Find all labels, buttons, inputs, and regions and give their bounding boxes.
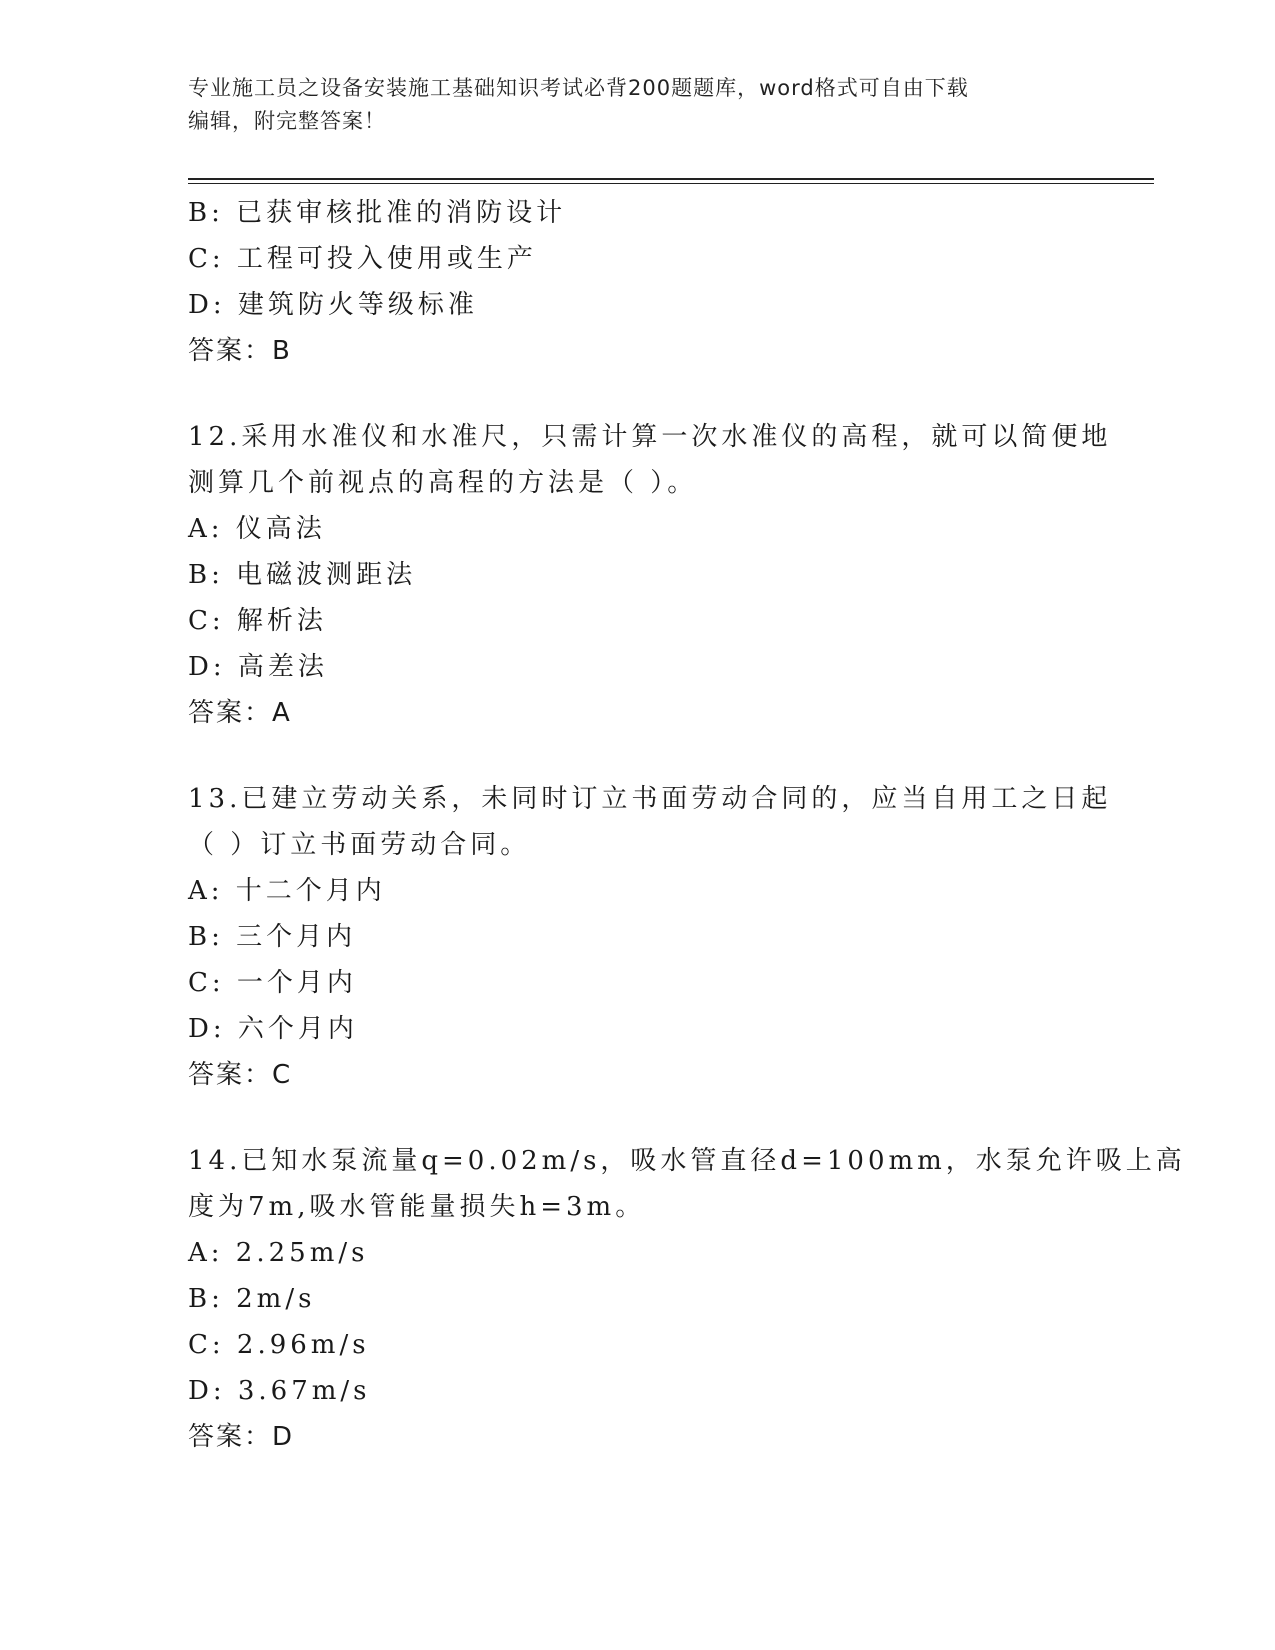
option-b: B: 2m/s [188, 1284, 316, 1314]
option-b: B: 已获审核批准的消防设计 [188, 198, 567, 228]
option-a: A: 2.25m/s [188, 1238, 369, 1268]
option-d: D: 六个月内 [188, 1014, 358, 1044]
option-a: A: 仪高法 [188, 514, 326, 544]
document-content [188, 190, 1186, 1460]
answer-line: 答案：C [188, 1060, 293, 1090]
question-stem-line: （ ）订立书面劳动合同。 [188, 830, 531, 860]
answer-line: 答案：D [188, 1422, 295, 1452]
answer-line: 答案：A [188, 698, 292, 728]
question-13 [188, 776, 1112, 1098]
prev-question-block [188, 190, 1088, 374]
option-c: C: 解析法 [188, 606, 327, 636]
question-stem-line: 12.采用水准仪和水准尺，只需计算一次水准仪的高程，就可以简便地 [188, 422, 1112, 452]
header-title-line-1: 专业施工员之设备安装施工基础知识考试必背200题题库，word格式可自由下载 [188, 76, 969, 100]
question-14 [188, 1138, 1186, 1460]
question-stem-line: 测算几个前视点的高程的方法是（ ）。 [188, 468, 698, 498]
question-stem-line: 13.已建立劳动关系，未同时订立书面劳动合同的，应当自用工之日起 [188, 784, 1112, 814]
option-a: A: 十二个月内 [188, 876, 386, 906]
document-header [188, 72, 1078, 138]
option-c: C: 一个月内 [188, 968, 357, 998]
answer-line: 答案：B [188, 336, 292, 366]
option-d: D: 高差法 [188, 652, 328, 682]
option-c: C: 工程可投入使用或生产 [188, 244, 537, 274]
option-d: D: 建筑防火等级标准 [188, 290, 478, 320]
question-stem-line: 度为7m,吸水管能量损失h=3m。 [188, 1192, 646, 1222]
option-b: B: 电磁波测距法 [188, 560, 417, 590]
header-title-line-2: 编辑，附完整答案！ [188, 109, 386, 133]
option-b: B: 三个月内 [188, 922, 357, 952]
question-stem-line: 14.已知水泵流量q=0.02m/s，吸水管直径d=100mm，水泵允许吸上高 [188, 1146, 1186, 1176]
question-12 [188, 414, 1112, 736]
header-divider-thick [188, 178, 1154, 180]
option-d: D: 3.67m/s [188, 1376, 371, 1406]
option-c: C: 2.96m/s [188, 1330, 370, 1360]
header-divider-thin [188, 183, 1154, 184]
